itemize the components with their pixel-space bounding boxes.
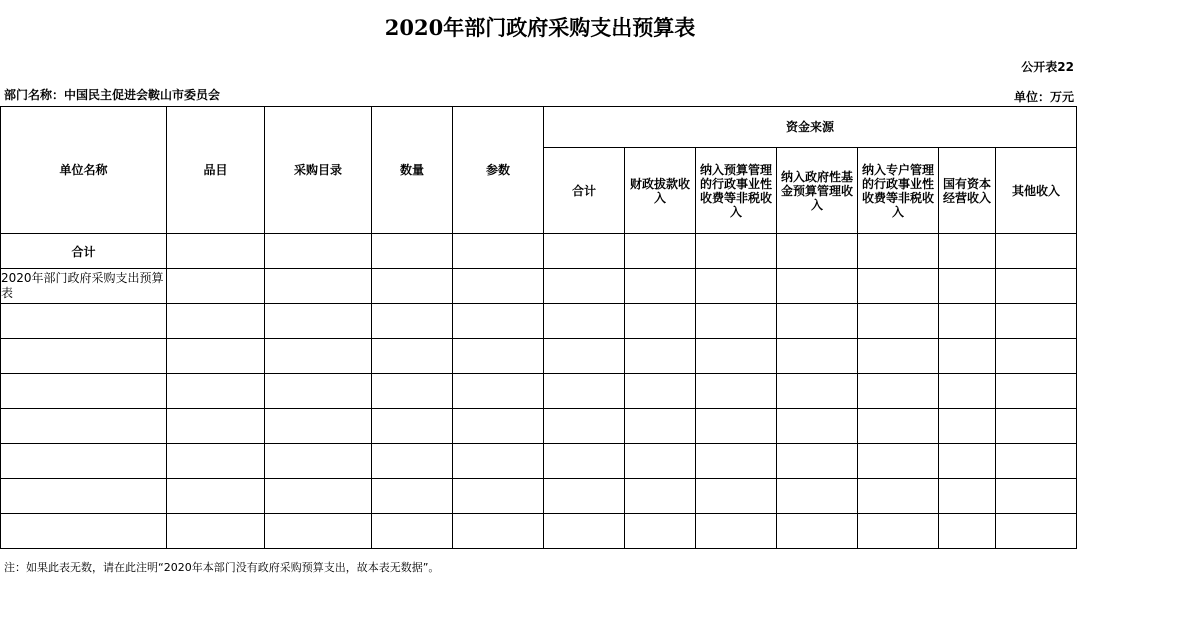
table-row <box>1 479 1077 514</box>
header-budget-admin: 纳入预算管理的行政事业性收费等非税收入 <box>696 148 777 234</box>
table-row <box>1 409 1077 444</box>
header-unit-name: 单位名称 <box>1 107 167 234</box>
footnote: 注：如果此表无数，请在此注明“2020年本部门没有政府采购预算支出，故本表无数据”。 <box>4 561 440 574</box>
header-item: 品目 <box>167 107 265 234</box>
department-name: 部门名称：中国民主促进会鞍山市委员会 <box>4 88 221 102</box>
page-title: 2020年部门政府采购支出预算表 <box>384 15 696 40</box>
budget-table <box>0 106 1077 549</box>
table-row <box>1 339 1077 374</box>
header-special-admin: 纳入专户管理的行政事业性收费等非税收入 <box>858 148 939 234</box>
unit-label: 单位：万元 <box>1013 90 1074 104</box>
table-row-total <box>1 234 1077 269</box>
header-gov-fund: 纳入政府性基金预算管理收入 <box>777 148 858 234</box>
table-row <box>1 514 1077 549</box>
header-catalog: 采购目录 <box>265 107 372 234</box>
header-params: 参数 <box>453 107 544 234</box>
header-funding-source: 资金来源 <box>544 107 1077 148</box>
row-unit-name: 2020年部门政府采购支出预算表 <box>1 269 167 304</box>
header-state-capital: 国有资本经营收入 <box>939 148 996 234</box>
table-row <box>1 304 1077 339</box>
table-row <box>1 269 1077 304</box>
header-quantity: 数量 <box>372 107 453 234</box>
total-row-label: 合计 <box>1 234 167 269</box>
header-fiscal: 财政拔款收入 <box>625 148 696 234</box>
header-other: 其他收入 <box>996 148 1077 234</box>
table-row <box>1 444 1077 479</box>
header-total: 合计 <box>544 148 625 234</box>
form-number: 公开表22 <box>1021 60 1074 74</box>
table-row <box>1 374 1077 409</box>
